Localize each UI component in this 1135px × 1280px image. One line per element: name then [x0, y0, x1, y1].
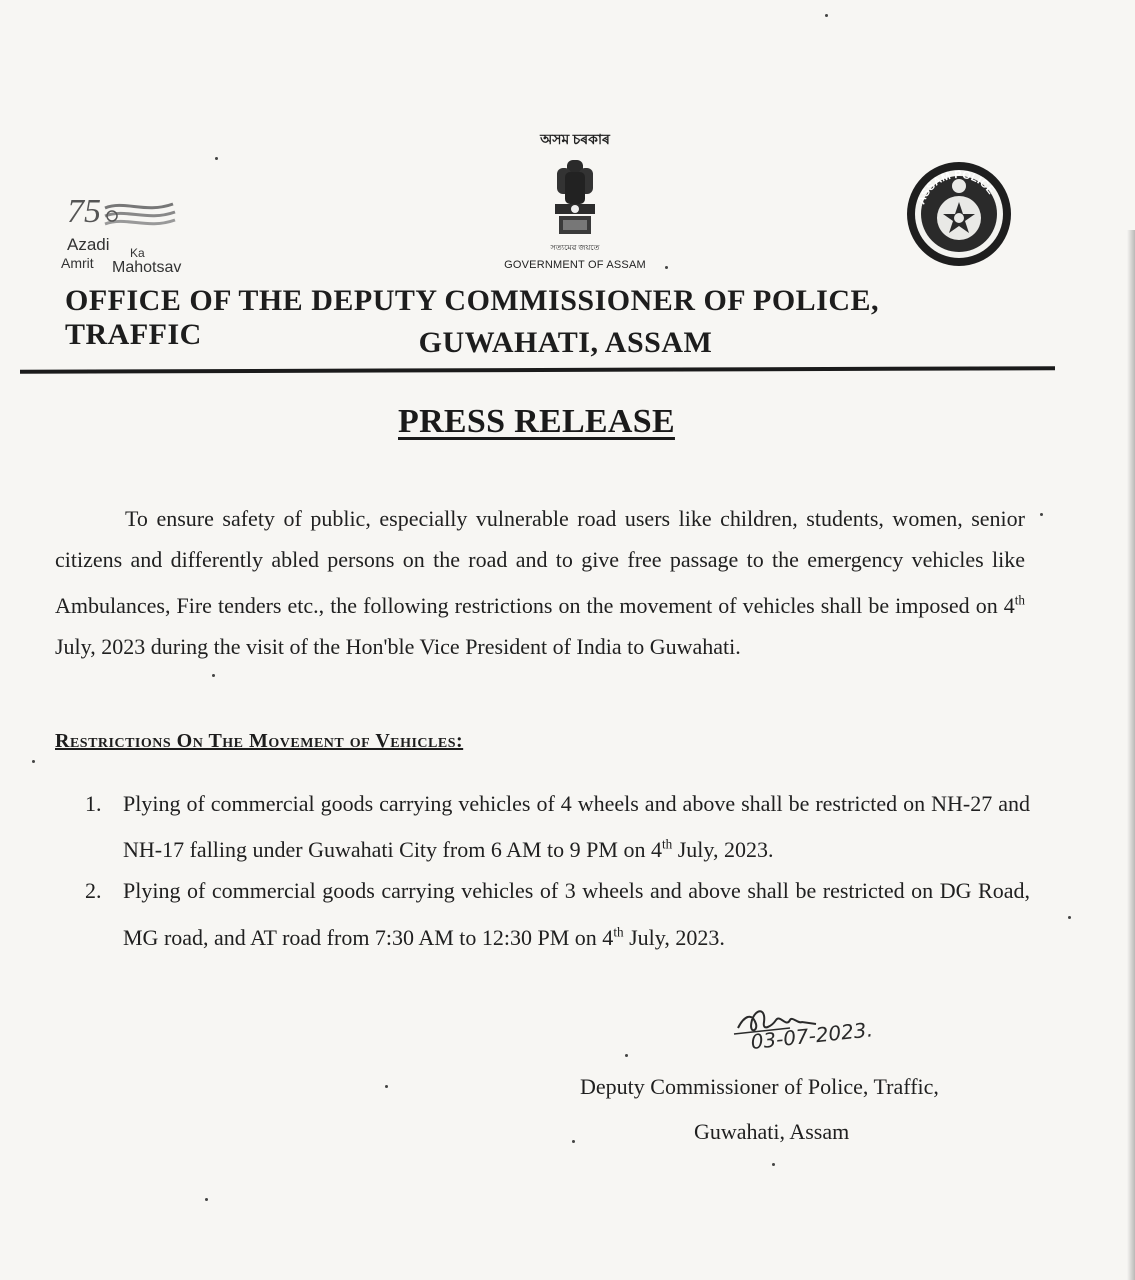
government-of-assam-label: GOVERNMENT OF ASSAM: [504, 259, 646, 271]
office-location-text: GUWAHATI, ASSAM: [418, 326, 713, 359]
intro-text: To ensure safety of public, especially vulnerable road users like children, students, women, senior citizens and differently abled persons on the road and to give free passage to the emergency vehicles like Ambulances, Fire tenders etc., the following restrictions on the movement of vehicles shall be imposed on 4th July, 2023 during the visit of the Hon'ble Vice President of India to Guwahati.: [55, 506, 1025, 660]
scan-speck: [212, 674, 215, 677]
police-badge-icon: [905, 160, 1013, 268]
logo-word-amrit: Amrit: [61, 255, 94, 271]
scan-speck: [572, 1140, 575, 1143]
emblem-motto: সত্যমেৱ জয়তে: [550, 243, 600, 252]
logo-word-mahotsav: Mahotsav: [112, 259, 182, 276]
list-item-number: 1.: [85, 791, 102, 816]
restrictions-list: [85, 783, 1030, 958]
scan-speck: [625, 1054, 628, 1057]
document-title: PRESS RELEASE: [398, 403, 675, 440]
section-heading: Restrictions On The Movement of Vehicles:: [55, 730, 464, 752]
list-item-text: Plying of commercial goods carrying vehicles of 3 wheels and above shall be restricted on DG Road, MG road, and AT road from 7:30 AM to 12:30 PM on 4th July, 2023.: [123, 878, 1030, 950]
logo-word-ka: Ka: [130, 246, 145, 260]
office-location: [0, 326, 1135, 360]
scan-speck: [215, 157, 218, 160]
list-item: [85, 783, 1030, 870]
list-item-text: Plying of commercial goods carrying vehicles of 4 wheels and above shall be restricted on NH-27 and NH-17 falling under Guwahati City from 6 AM to 9 PM on 4th July, 2023.: [123, 791, 1030, 863]
header-divider: [20, 366, 1055, 374]
scan-speck: [1068, 916, 1071, 919]
signature-date: 03-07-2023.: [749, 1017, 874, 1054]
azadi-ka-amrit-mahotsav-logo: [55, 190, 225, 280]
scan-speck: [205, 1198, 208, 1201]
scan-speck: [665, 266, 668, 269]
government-emblem: [495, 128, 655, 271]
flag-75-icon: [65, 190, 185, 240]
scan-speck: [772, 1163, 775, 1166]
scan-speck: [1040, 513, 1043, 516]
seal-text: ASSAM POLICE: [915, 168, 997, 207]
logo-word-azadi: Azadi: [67, 235, 110, 254]
state-government-script: অসম চৰকাৰ: [540, 133, 610, 148]
assam-police-seal: [905, 160, 1013, 268]
list-item: [85, 870, 1030, 957]
scan-speck: [825, 14, 828, 17]
list-item-number: 2.: [85, 878, 102, 904]
signatory-designation: Deputy Commissioner of Police, Traffic,: [580, 1074, 939, 1099]
office-title: OFFICE OF THE DEPUTY COMMISSIONER OF POLICE, TRAFFIC: [65, 284, 880, 351]
scan-speck: [385, 1085, 388, 1088]
page-edge-shadow: [1127, 230, 1135, 1280]
scan-speck: [32, 760, 35, 763]
svg-text:75: 75: [67, 193, 101, 230]
intro-paragraph: [55, 498, 1025, 667]
ashoka-emblem-icon: [547, 158, 603, 240]
signatory-place: Guwahati, Assam: [694, 1119, 850, 1144]
